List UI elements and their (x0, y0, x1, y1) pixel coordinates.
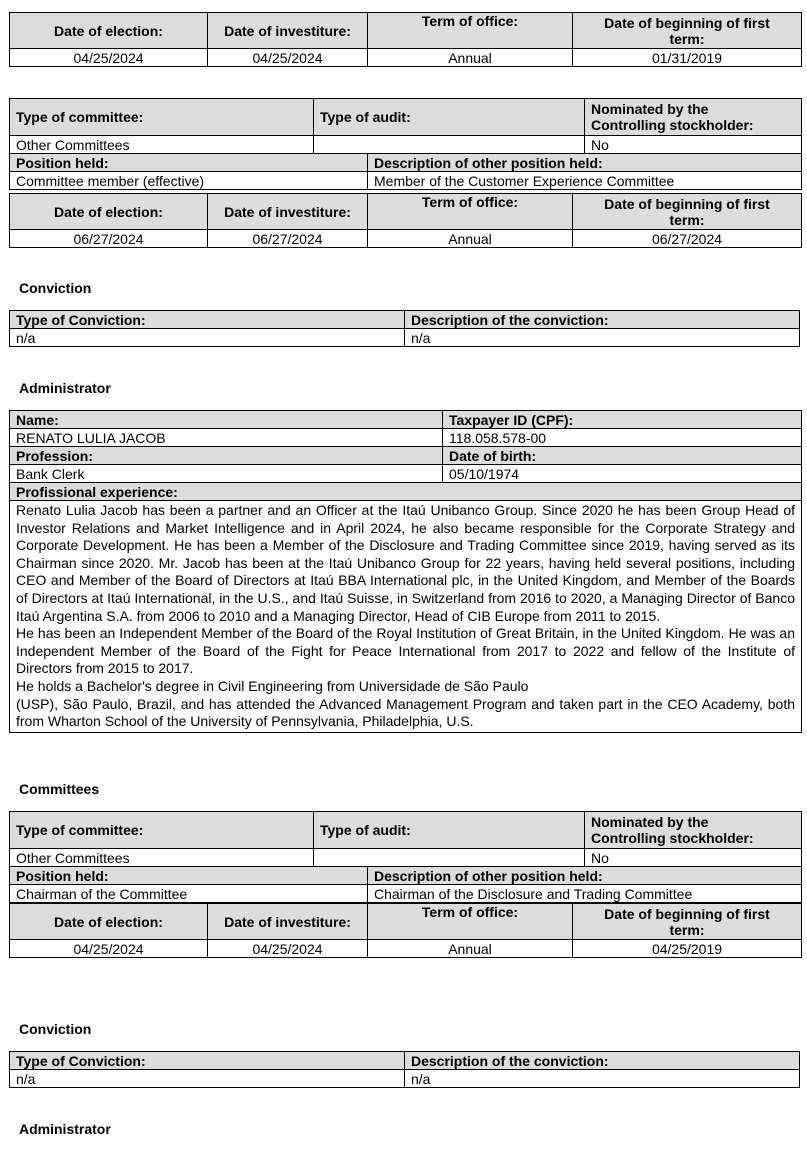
description-of-conviction-value: n/a (405, 329, 800, 347)
committee-2-terms-table (9, 903, 802, 958)
conviction-table-2 (9, 1051, 800, 1088)
type-of-audit-value (314, 136, 585, 154)
term-of-office-header: Term of office: (368, 194, 573, 230)
experience-paragraph: Renato Lulia Jacob has been a partner and an Officer at the Itaú Unibanco Group. Since 2020 he has been Group Head of Investor Relations and Market Intelligence and in April 2024, he also became responsible for the Corporate Strategy and Corporate Development. He has been a Member of the Disclosure and Trading Committee since 2019, having served as its Chairman since 2020. Mr. Jacob has been at the Itaú Unibanco Group for 22 years, having held several positions, including CEO and Member of the Board of Directors at Itaú BBA International plc, in the United Kingdom, and Member of the Boards of Directors at Itaú International, in the U.S., and Itaú Suisse, in Switzerland from 2016 to 2020, a Managing Director of Banco Itaú Argentina S.A. from 2006 to 2010 and a Managing Director, Head of CIB Europe from 2011 to 2015. (16, 502, 795, 624)
administrator-table (9, 410, 802, 733)
type-of-committee-header: Type of committee: (10, 812, 314, 849)
professional-experience-header: Profissional experience: (10, 483, 802, 501)
description-of-conviction-header: Description of the conviction: (405, 1052, 800, 1070)
administrator-section-title: Administrator (19, 380, 111, 396)
position-held-header: Position held: (10, 867, 368, 885)
taxpayer-id-header: Taxpayer ID (CPF): (443, 411, 802, 429)
position-held-value: Chairman of the Committee (10, 885, 368, 903)
date-of-investiture-header: Date of investiture: (208, 13, 368, 49)
terms-table-top (9, 12, 802, 67)
nominated-value: No (585, 136, 802, 154)
experience-paragraph: (USP), São Paulo, Brazil, and has attended the Advanced Management Program and taken part in the CEO Academy, both from Wharton School of the University of Pennsylvania, Philadelphia, U.S. (16, 695, 795, 730)
date-of-election-value: 04/25/2024 (10, 49, 208, 67)
description-other-position-header: Description of other position held: (368, 867, 802, 885)
type-of-conviction-header: Type of Conviction: (10, 1052, 405, 1070)
type-of-committee-value: Other Committees (10, 849, 314, 867)
date-of-investiture-header: Date of investiture: (208, 904, 368, 940)
date-of-beginning-header: Date of beginning of first term: (573, 13, 802, 49)
type-of-conviction-value: n/a (10, 1070, 405, 1088)
type-of-conviction-value: n/a (10, 329, 405, 347)
name-value: RENATO LULIA JACOB (10, 429, 443, 447)
date-of-investiture-value: 04/25/2024 (208, 940, 368, 958)
term-of-office-value: Annual (368, 940, 573, 958)
description-other-position-value: Member of the Customer Experience Committee (368, 172, 802, 190)
committee-table-1 (9, 98, 802, 190)
description-other-position-header: Description of other position held: (368, 154, 802, 172)
position-held-value: Committee member (effective) (10, 172, 368, 190)
date-of-beginning-header: Date of beginning of first term: (573, 194, 802, 230)
profession-header: Profession: (10, 447, 443, 465)
type-of-conviction-header: Type of Conviction: (10, 311, 405, 329)
date-of-election-header: Date of election: (10, 194, 208, 230)
name-header: Name: (10, 411, 443, 429)
conviction-section-title: Conviction (19, 1021, 92, 1037)
date-of-birth-header: Date of birth: (443, 447, 802, 465)
type-of-committee-header: Type of committee: (10, 99, 314, 136)
date-of-election-header: Date of election: (10, 13, 208, 49)
nominated-header: Nominated by the Controlling stockholder: (585, 99, 802, 136)
date-of-investiture-value: 04/25/2024 (208, 49, 368, 67)
conviction-section-title: Conviction (19, 280, 92, 296)
term-of-office-header: Term of office: (368, 904, 573, 940)
type-of-audit-header: Type of audit: (314, 812, 585, 849)
conviction-table-1 (9, 310, 800, 347)
date-of-beginning-header: Date of beginning of first term: (573, 904, 802, 940)
term-of-office-value: Annual (368, 230, 573, 248)
term-of-office-value: Annual (368, 49, 573, 67)
position-held-header: Position held: (10, 154, 368, 172)
date-of-election-value: 06/27/2024 (10, 230, 208, 248)
date-of-investiture-value: 06/27/2024 (208, 230, 368, 248)
description-of-conviction-value: n/a (405, 1070, 800, 1088)
taxpayer-id-value: 118.058.578-00 (443, 429, 802, 447)
profession-value: Bank Clerk (10, 465, 443, 483)
date-of-birth-value: 05/10/1974 (443, 465, 802, 483)
term-of-office-header: Term of office: (368, 13, 573, 49)
date-of-beginning-value: 01/31/2019 (573, 49, 802, 67)
type-of-committee-value: Other Committees (10, 136, 314, 154)
committee-table-2 (9, 811, 802, 903)
professional-experience-text (10, 501, 802, 733)
experience-paragraph: He holds a Bachelor's degree in Civil Engineering from Universidade de São Paulo (16, 677, 529, 694)
date-of-beginning-value: 06/27/2024 (573, 230, 802, 248)
date-of-beginning-value: 04/25/2019 (573, 940, 802, 958)
description-of-conviction-header: Description of the conviction: (405, 311, 800, 329)
type-of-audit-header: Type of audit: (314, 99, 585, 136)
nominated-value: No (585, 849, 802, 867)
date-of-election-header: Date of election: (10, 904, 208, 940)
experience-paragraph: He has been an Independent Member of the Board of the Royal Institution of Great Britain, in the United Kingdom. He was an Independent Member of the Board of the Fight for Peace International from 2017 to 2022 and fellow of the Institute of Directors from 2015 to 2017. (16, 625, 795, 677)
nominated-header: Nominated by the Controlling stockholder: (585, 812, 802, 849)
committees-section-title: Committees (19, 781, 100, 797)
committee-1-terms-table (9, 193, 802, 248)
date-of-election-value: 04/25/2024 (10, 940, 208, 958)
date-of-investiture-header: Date of investiture: (208, 194, 368, 230)
description-other-position-value: Chairman of the Disclosure and Trading Committee (368, 885, 802, 903)
type-of-audit-value (314, 849, 585, 867)
administrator-section-title: Administrator (19, 1121, 111, 1137)
